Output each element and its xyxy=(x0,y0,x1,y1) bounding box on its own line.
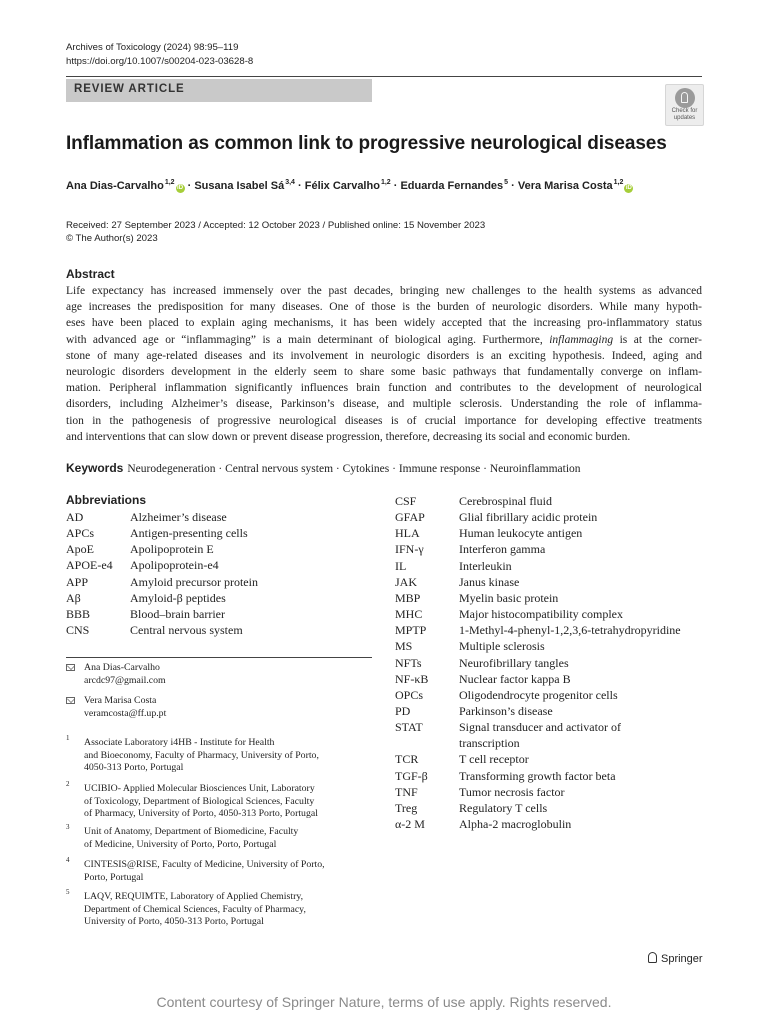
contact-email[interactable]: veramcosta@ff.up.pt xyxy=(84,708,167,719)
article-title: Inflammation as common link to progressive neurological diseases xyxy=(66,133,667,154)
abbreviation-row xyxy=(395,590,715,606)
abbreviation-row xyxy=(66,525,386,541)
abbreviation-row xyxy=(66,509,386,525)
affiliation-line: of Toxicology, Department of Biological Sciences, Faculty xyxy=(84,795,315,807)
keywords-label: Keywords xyxy=(66,461,124,475)
abbreviation-definition: Amyloid-β peptides xyxy=(130,590,226,605)
abbreviation-term: HLA xyxy=(395,526,420,541)
abbreviation-row xyxy=(395,622,715,638)
affiliation-number: 5 xyxy=(66,888,70,896)
abstract-line: tion in the pathogenesis of progressive neurological diseases is of crucial importance for developing effective treatments xyxy=(66,414,702,427)
abbreviation-term: BBB xyxy=(66,606,91,621)
abbreviation-row xyxy=(66,606,386,622)
abstract-line: disorders, including Alzheimer’s disease, Parkinson’s disease, and multiple sclerosis. Understanding the role of inflamma- xyxy=(66,398,702,411)
footnote-rule xyxy=(66,657,372,658)
copyright-line: © The Author(s) 2023 xyxy=(66,233,158,244)
affiliation-number: 2 xyxy=(66,780,70,788)
abstract-line: neurologic disorders development in the elderly seem to share some basic pathways that fundamentally converge on inflam- xyxy=(66,366,702,379)
abbreviation-row xyxy=(395,493,715,509)
check-updates-line2: updates xyxy=(673,115,696,121)
author-affiliation-number: 3,4 xyxy=(285,179,295,186)
abbreviation-definition: T cell receptor xyxy=(459,752,529,767)
abbreviation-row xyxy=(395,784,715,800)
abbreviation-definition: Blood–brain barrier xyxy=(130,606,225,621)
abbreviation-definition: Antigen-presenting cells xyxy=(130,526,248,541)
abbreviation-definition: Signal transducer and activator of xyxy=(459,720,621,735)
contact-email[interactable]: arcdc97@gmail.com xyxy=(84,675,166,686)
author-name[interactable]: Félix Carvalho xyxy=(304,180,380,192)
abstract-body xyxy=(66,283,702,445)
abstract-line: Life expectancy has increased immensely over the past decades, bringing new challenges to the health systems as advanced xyxy=(66,285,702,297)
abbreviation-definition: Parkinson’s disease xyxy=(459,703,553,718)
abbreviation-row xyxy=(395,751,715,767)
abbreviation-definition: Transforming growth factor beta xyxy=(459,768,616,783)
abbreviation-row xyxy=(395,703,715,719)
abstract-line: stone of many age-related diseases and its involvement in neurologic disorders is an exciting hypothesis. Indeed, aging and xyxy=(66,349,702,362)
abbreviation-row xyxy=(66,541,386,557)
abstract-line: age increases the predisposition for many diseases. One of those is the burden of neurologic disorders. While many hypoth- xyxy=(66,301,702,314)
abbreviation-term: CNS xyxy=(66,623,90,638)
affiliation-line: of Medicine, University of Porto, Porto, Portugal xyxy=(84,838,277,850)
abbreviation-term: MPTP xyxy=(395,623,427,638)
affiliation-number: 3 xyxy=(66,823,70,831)
abbreviation-row xyxy=(395,687,715,703)
abbreviation-term: IL xyxy=(395,558,407,573)
abstract-line: eses have been placed to explain aging mechanisms, it has been widely accepted that the increasing pro-inflammatory status xyxy=(66,317,702,330)
abbreviation-definition: Central nervous system xyxy=(130,623,243,638)
abbreviation-definition: Nuclear factor kappa B xyxy=(459,671,571,686)
abbreviation-row xyxy=(395,816,715,832)
author-separator: · xyxy=(508,180,518,192)
abbreviation-term: PD xyxy=(395,703,411,718)
abbreviation-definition: Human leukocyte antigen xyxy=(459,526,583,541)
abbreviation-definition: Cerebrospinal fluid xyxy=(459,494,552,508)
abstract-heading: Abstract xyxy=(66,267,115,281)
abbreviation-row xyxy=(395,509,715,525)
journal-citation: Archives of Toxicology (2024) 98:95–119 xyxy=(66,42,239,53)
abbreviation-row xyxy=(66,622,386,638)
abbreviation-term: APOE-e4 xyxy=(66,558,113,573)
abbreviation-term: TGF-β xyxy=(395,768,428,783)
abbreviation-definition: Regulatory T cells xyxy=(459,800,548,815)
abbreviation-term: Aβ xyxy=(66,590,81,605)
abbreviation-row xyxy=(395,655,715,671)
abbreviation-row xyxy=(395,638,715,654)
keywords-text: Neurodegeneration · Central nervous system · Cytokines · Immune response · Neuroinflammation xyxy=(127,463,581,475)
affiliation-item xyxy=(66,780,372,818)
article-type-banner xyxy=(66,79,372,102)
affiliation-line: University of Porto, 4050-313 Porto, Portugal xyxy=(84,916,264,927)
author-separator: · xyxy=(390,180,401,192)
affiliation-item xyxy=(66,823,372,848)
author-name[interactable]: Vera Marisa Costa xyxy=(517,180,613,192)
abbreviation-term: TNF xyxy=(395,784,418,799)
publisher-name: Springer xyxy=(661,953,703,965)
abbreviation-definition: Amyloid precursor protein xyxy=(130,574,258,589)
abbreviation-row xyxy=(395,574,715,590)
abbreviation-row xyxy=(395,735,715,751)
author-list xyxy=(66,179,633,193)
author-affiliation-number: 1,2 xyxy=(164,179,175,186)
affiliation-line: 4050-313 Porto, Portugal xyxy=(84,762,184,773)
abbreviation-row xyxy=(395,671,715,687)
abbreviation-row xyxy=(66,574,386,590)
affiliation-line: Associate Laboratory i4HB - Institute for Health xyxy=(84,737,275,748)
abbreviation-row xyxy=(395,525,715,541)
dates-line: Received: 27 September 2023 / Accepted: 12 October 2023 / Published online: 15 November 2023 xyxy=(66,220,486,231)
bookmark-icon xyxy=(675,88,695,108)
abbreviations-heading: Abbreviations xyxy=(66,493,147,507)
abbreviation-term: TCR xyxy=(395,752,419,767)
affiliation-number: 4 xyxy=(66,856,70,864)
abbreviation-term: Treg xyxy=(395,800,418,815)
affiliation-line: of Pharmacy, University of Porto, 4050-313 Porto, Portugal xyxy=(84,808,318,819)
abbreviation-definition: Glial fibrillary acidic protein xyxy=(459,510,598,525)
author-name[interactable]: Eduarda Fernandes xyxy=(400,180,504,192)
abstract-line: with advanced age or “inflammaging” is a main determinant of biological aging. Furthermore, inflammaging is at the corner- xyxy=(66,333,702,346)
abbreviation-row xyxy=(395,768,715,784)
abbreviation-row xyxy=(395,719,715,735)
affiliation-item xyxy=(66,888,372,926)
abbreviation-definition: Interleukin xyxy=(459,558,512,573)
affiliation-item xyxy=(66,734,372,772)
abbreviation-definition: Neurofibrillary tangles xyxy=(459,655,569,670)
check-updates-line1: Check for xyxy=(671,108,698,114)
publisher-logo xyxy=(648,952,703,965)
abbreviation-term: APP xyxy=(66,574,89,589)
affiliation-line: Department of Chemical Sciences, Faculty of Pharmacy, xyxy=(84,903,306,915)
abbreviation-term: MBP xyxy=(395,590,421,605)
contact-2 xyxy=(66,695,366,725)
check-for-updates-badge[interactable] xyxy=(665,84,704,126)
envelope-icon xyxy=(66,697,75,704)
abbreviation-term: NF-κB xyxy=(395,671,429,686)
abbreviation-row xyxy=(395,606,715,622)
author-affiliation-number: 1,2 xyxy=(380,179,391,186)
abbreviation-definition: Oligodendrocyte progenitor cells xyxy=(459,687,618,702)
affiliation-line: UCIBIO- Applied Molecular Biosciences Unit, Laboratory xyxy=(84,783,315,794)
abbreviation-term: CSF xyxy=(395,494,417,508)
abbreviation-term: IFN-γ xyxy=(395,542,424,557)
abbreviation-definition: Apolipoprotein E xyxy=(130,542,214,557)
contact-1 xyxy=(66,662,366,692)
abbreviation-term: NFTs xyxy=(395,655,422,670)
affiliation-line: Unit of Anatomy, Department of Biomedicine, Faculty xyxy=(84,826,299,837)
abbreviation-term: APCs xyxy=(66,526,95,541)
abbreviation-definition: Alzheimer’s disease xyxy=(130,510,227,524)
abstract-line: and interventions that can slow down or prevent disease progression, therefore, decreasing its social and economic burden. xyxy=(66,430,631,443)
abbreviation-definition: Interferon gamma xyxy=(459,542,546,557)
abbreviation-definition: Apolipoprotein-e4 xyxy=(130,558,219,573)
abbreviation-term: JAK xyxy=(395,574,418,589)
abbreviation-term: MS xyxy=(395,639,413,654)
envelope-icon xyxy=(66,664,75,671)
abbreviation-definition: Major histocompatibility complex xyxy=(459,607,623,622)
abbreviation-term: MHC xyxy=(395,607,423,622)
abbreviation-definition: Myelin basic protein xyxy=(459,590,559,605)
affiliation-line: LAQV, REQUIMTE, Laboratory of Applied Chemistry, xyxy=(84,891,304,902)
affiliation-line: Porto, Portugal xyxy=(84,871,144,883)
author-separator: · xyxy=(184,180,195,192)
author-name[interactable]: Susana Isabel Sá xyxy=(194,180,285,192)
abbreviation-term: ApoE xyxy=(66,542,94,557)
doi-link[interactable]: https://doi.org/10.1007/s00204-023-03628-8 xyxy=(66,56,254,67)
affiliation-item xyxy=(66,856,372,881)
keywords-line xyxy=(66,461,581,475)
abbreviation-definition: Alpha-2 macroglobulin xyxy=(459,817,572,831)
abbreviation-row xyxy=(66,557,386,573)
abbreviation-definition: transcription xyxy=(459,736,520,751)
author-affiliation-number: 5 xyxy=(504,179,509,186)
abbreviation-term: AD xyxy=(66,510,84,524)
abbreviation-term: OPCs xyxy=(395,687,424,702)
abbreviation-term: α-2 M xyxy=(395,817,425,831)
abbreviation-row xyxy=(395,800,715,816)
author-name[interactable]: Ana Dias-Carvalho xyxy=(66,180,164,192)
article-type-label: REVIEW ARTICLE xyxy=(74,83,185,95)
header-rule xyxy=(66,76,702,77)
publication-dates xyxy=(66,219,485,245)
abbreviation-definition: 1-Methyl-4-phenyl-1,2,3,6-tetrahydropyridine xyxy=(459,623,681,638)
abbreviation-term: GFAP xyxy=(395,510,425,525)
abbreviation-row xyxy=(395,558,715,574)
affiliation-line: and Bioeconomy, Faculty of Pharmacy, University of Porto, xyxy=(84,749,319,761)
abbreviation-row xyxy=(395,541,715,557)
orcid-icon[interactable]: iD xyxy=(625,185,632,191)
author-affiliation-number: 1,2 xyxy=(613,179,624,186)
abbreviation-definition: Janus kinase xyxy=(459,574,520,589)
author-separator: · xyxy=(294,180,305,192)
abbreviation-definition: Tumor necrosis factor xyxy=(459,784,565,799)
affiliation-number: 1 xyxy=(66,734,70,742)
abstract-line: mation. Peripheral inflammation significantly influences brain function and contributes to the development of neurological xyxy=(66,382,702,395)
courtesy-notice: Content courtesy of Springer Nature, terms of use apply. Rights reserved. xyxy=(156,994,612,1010)
affiliation-line: CINTESIS@RISE, Faculty of Medicine, University of Porto, xyxy=(84,859,325,870)
orcid-icon[interactable]: iD xyxy=(177,185,184,191)
abbreviation-definition: Multiple sclerosis xyxy=(459,639,545,654)
abbreviation-term: STAT xyxy=(395,720,423,735)
abbreviation-row xyxy=(66,590,386,606)
contact-name: Vera Marisa Costa xyxy=(84,695,157,706)
contact-name: Ana Dias-Carvalho xyxy=(84,662,160,673)
springer-horse-icon xyxy=(648,952,657,963)
